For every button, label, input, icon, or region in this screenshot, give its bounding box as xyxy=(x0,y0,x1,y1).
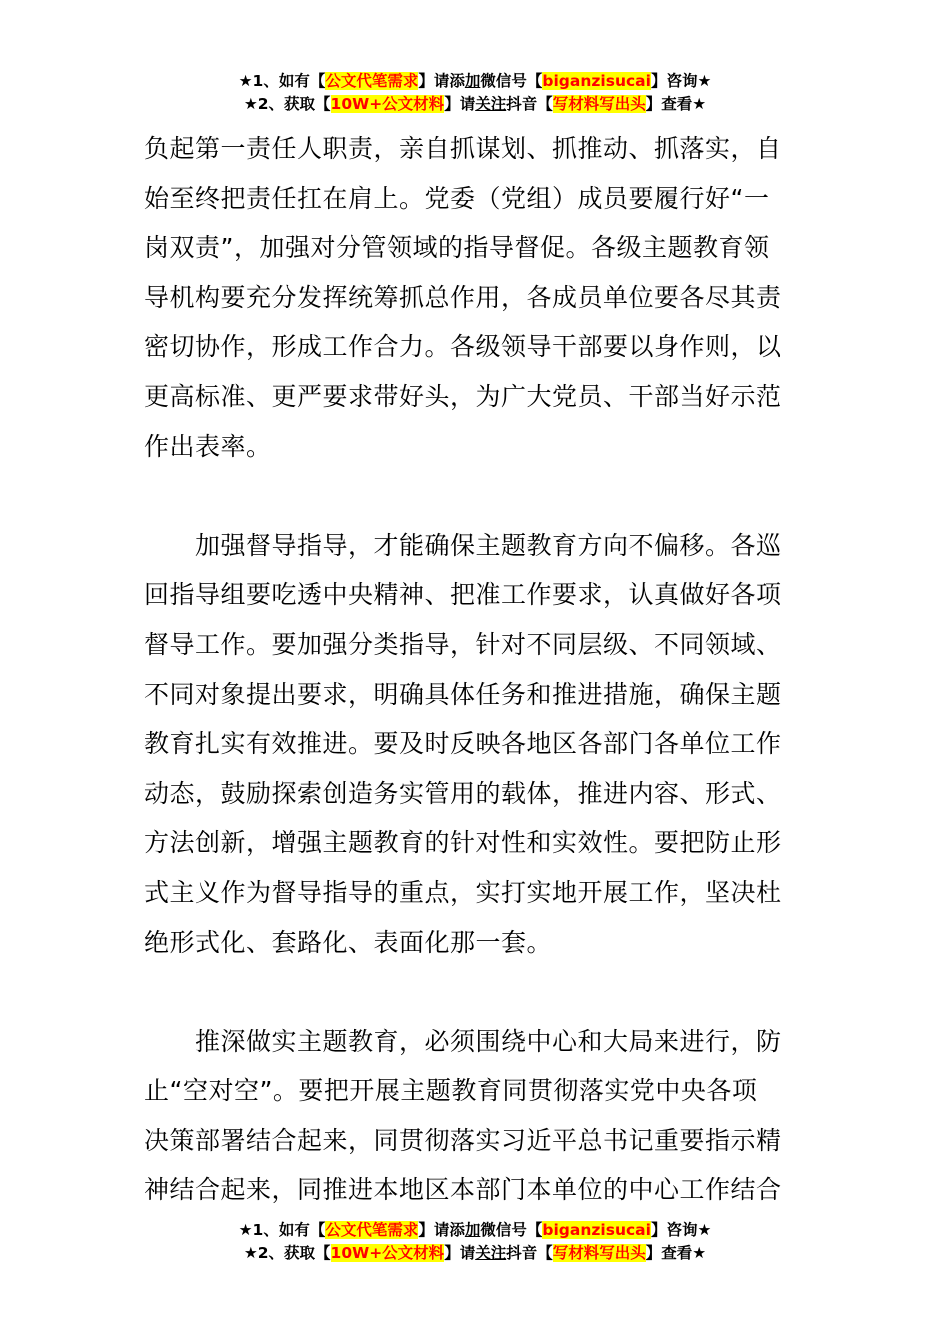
text-line: 方法创新，增强主题教育的针对性和实效性。要把防止形 xyxy=(144,828,782,858)
banner-text: 】请添 xyxy=(418,72,465,90)
banner-line-1 xyxy=(0,1219,950,1242)
text-line: 止“空对空”。要把开展主题教育同贯彻落实党中央各项 xyxy=(144,1076,758,1106)
banner-line-2 xyxy=(0,1242,950,1265)
text-line: 回指导组要吃透中央精神、把准工作要求，认真做好各项 xyxy=(144,580,782,610)
text-line: 不同对象提出要求，明确具体任务和推进措施，确保主题 xyxy=(144,679,782,709)
text-line: 绝形式化、套路化、表面化那一套。 xyxy=(144,927,553,957)
banner-text: 关注 xyxy=(475,95,507,113)
banner-wechat-id: biganzisucai xyxy=(542,1221,651,1239)
banner-text: 抖音【 xyxy=(506,1244,553,1262)
paragraph-1 xyxy=(144,124,808,471)
footer-banner xyxy=(0,1219,950,1265)
text-line: 作出表率。 xyxy=(144,431,272,461)
banner-text: 抖音【 xyxy=(506,95,553,113)
header-banner xyxy=(0,70,950,116)
banner-douyin-id: 写材料写出头 xyxy=(552,1244,646,1262)
banner-text: 】请 xyxy=(444,95,476,113)
document-body xyxy=(144,124,808,1215)
text-line: 导机构要充分发挥统筹抓总作用，各成员单位要各尽其责 xyxy=(144,282,782,312)
banner-text: 加 xyxy=(464,72,481,90)
paragraph-gap xyxy=(144,967,808,1017)
banner-text: 微信号【 xyxy=(480,72,543,90)
banner-text: ★2、获取【 xyxy=(243,95,331,113)
banner-text: ★2、获取【 xyxy=(243,1244,331,1262)
paragraph-gap xyxy=(144,471,808,521)
banner-wechat-id: biganzisucai xyxy=(542,72,651,90)
banner-highlight: 10W+公文材料 xyxy=(330,95,445,113)
text-line: 加强督导指导，才能确保主题教育方向不偏移。各巡 xyxy=(144,530,782,560)
banner-text: 微信号【 xyxy=(480,1221,543,1239)
banner-text: ★1、如有【 xyxy=(238,1221,326,1239)
banner-text: 】咨询★ xyxy=(650,1221,712,1239)
text-line: 推深做实主题教育，必须围绕中心和大局来进行，防 xyxy=(144,1026,782,1056)
banner-highlight: 10W+公文材料 xyxy=(330,1244,445,1262)
banner-text: 】请添 xyxy=(418,1221,465,1239)
banner-line-1 xyxy=(0,70,950,93)
banner-highlight: 公文代笔需求 xyxy=(325,72,419,90)
text-line: 负起第一责任人职责，亲自抓谋划、抓推动、抓落实，自 xyxy=(144,134,782,163)
text-line: 密切协作，形成工作合力。各级领导干部要以身作则，以 xyxy=(144,332,782,362)
text-line: 岗双责”，加强对分管领域的指导督促。各级主题教育领 xyxy=(144,233,770,263)
text-line: 始至终把责任扛在肩上。党委（党组）成员要履行好“一 xyxy=(144,183,770,213)
banner-line-2 xyxy=(0,93,950,116)
banner-text: 】查看★ xyxy=(645,95,707,113)
text-line: 神结合起来，同推进本地区本部门本单位的中心工作结合 xyxy=(144,1175,782,1205)
paragraph-3 xyxy=(144,1017,808,1215)
banner-text: ★1、如有【 xyxy=(238,72,326,90)
banner-text: 】请 xyxy=(444,1244,476,1262)
text-line: 式主义作为督导指导的重点，实打实地开展工作，坚决杜 xyxy=(144,877,782,907)
text-line: 动态，鼓励探索创造务实管用的载体，推进内容、形式、 xyxy=(144,778,782,808)
banner-text: 关注 xyxy=(475,1244,507,1262)
banner-douyin-id: 写材料写出头 xyxy=(552,95,646,113)
text-line: 教育扎实有效推进。要及时反映各地区各部门各单位工作 xyxy=(144,729,782,759)
banner-text: 】咨询★ xyxy=(650,72,712,90)
paragraph-2 xyxy=(144,521,808,967)
text-line: 督导工作。要加强分类指导，针对不同层级、不同领域、 xyxy=(144,629,782,659)
banner-highlight: 公文代笔需求 xyxy=(325,1221,419,1239)
banner-text: 加 xyxy=(464,1221,481,1239)
banner-text: 】查看★ xyxy=(645,1244,707,1262)
text-line: 更高标准、更严要求带好头，为广大党员、干部当好示范 xyxy=(144,381,782,411)
text-line: 决策部署结合起来，同贯彻落实习近平总书记重要指示精 xyxy=(144,1125,782,1155)
